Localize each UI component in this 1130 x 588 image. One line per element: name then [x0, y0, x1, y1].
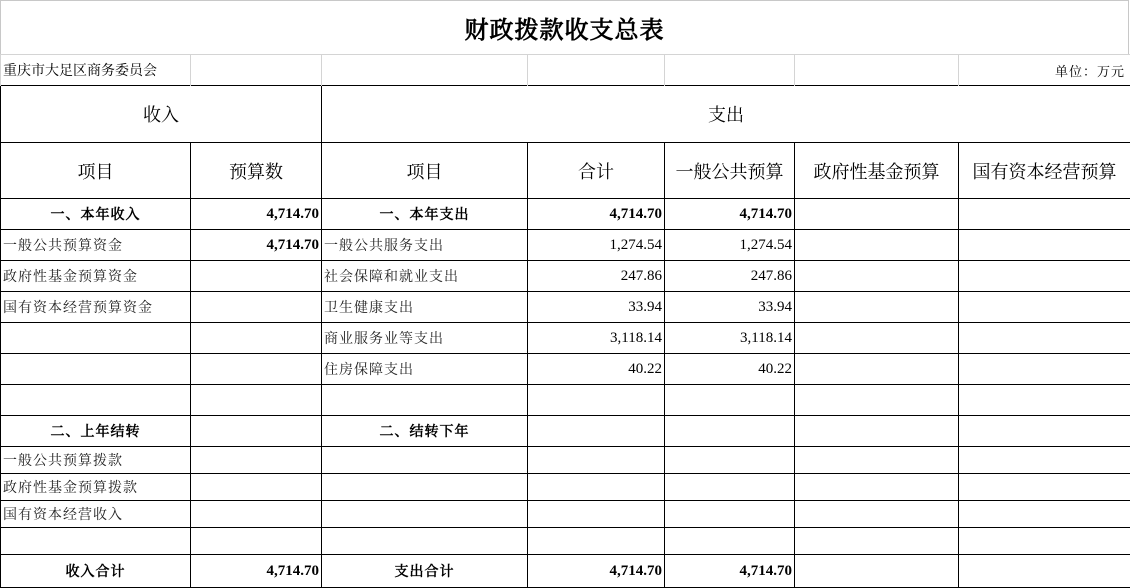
- header-row-1: [1, 86, 1130, 143]
- income-item-cell: 一般公共预算资金: [1, 230, 191, 261]
- income-amount-cell: [191, 474, 322, 501]
- income-amount-cell: 4,714.70: [191, 199, 322, 230]
- income-amount-cell: [191, 501, 322, 528]
- expense-item-cell: 商业服务业等支出: [322, 323, 528, 354]
- fund-budget-cell: [795, 292, 959, 323]
- table-row: [1, 528, 1130, 555]
- expense-item-cell: [322, 501, 528, 528]
- organization-name: 重庆市大足区商务委员会: [1, 55, 191, 86]
- general-budget-cell: [665, 501, 795, 528]
- table-body: [1, 199, 1130, 588]
- income-item-cell: 二、上年结转: [1, 416, 191, 447]
- fund-budget-cell: [795, 474, 959, 501]
- general-budget-cell: [665, 474, 795, 501]
- income-item-cell: 一、本年收入: [1, 199, 191, 230]
- table-row: [1, 292, 1130, 323]
- expense-item-cell: [322, 447, 528, 474]
- table-row: [1, 199, 1130, 230]
- table-row: [1, 230, 1130, 261]
- state-capital-cell: [959, 416, 1130, 447]
- total-header: 合计: [528, 143, 665, 199]
- fund-budget-cell: [795, 555, 959, 588]
- state-capital-cell: [959, 555, 1130, 588]
- expense-item-cell: 一般公共服务支出: [322, 230, 528, 261]
- total-cell: [528, 447, 665, 474]
- expense-item-cell: 社会保障和就业支出: [322, 261, 528, 292]
- fund-budget-cell: [795, 199, 959, 230]
- expense-item-cell: [322, 474, 528, 501]
- expense-item-header: 项目: [322, 143, 528, 199]
- table-row: [1, 385, 1130, 416]
- table-row: [1, 474, 1130, 501]
- table-row: [1, 323, 1130, 354]
- income-amount-cell: [191, 261, 322, 292]
- general-budget-cell: 33.94: [665, 292, 795, 323]
- table-row: [1, 501, 1130, 528]
- general-budget-cell: [665, 528, 795, 555]
- general-budget-cell: 3,118.14: [665, 323, 795, 354]
- state-capital-cell: [959, 230, 1130, 261]
- general-budget-header: 一般公共预算: [665, 143, 795, 199]
- state-capital-cell: [959, 501, 1130, 528]
- general-budget-cell: 247.86: [665, 261, 795, 292]
- state-capital-cell: [959, 354, 1130, 385]
- income-item-cell: [1, 528, 191, 555]
- total-cell: [528, 501, 665, 528]
- fiscal-summary-table: [0, 54, 1130, 588]
- total-cell: 40.22: [528, 354, 665, 385]
- state-capital-cell: [959, 261, 1130, 292]
- total-cell: 33.94: [528, 292, 665, 323]
- expense-item-cell: 住房保障支出: [322, 354, 528, 385]
- fund-budget-cell: [795, 323, 959, 354]
- total-cell: 4,714.70: [528, 555, 665, 588]
- total-cell: 1,274.54: [528, 230, 665, 261]
- state-capital-cell: [959, 528, 1130, 555]
- income-item-cell: 国有资本经营收入: [1, 501, 191, 528]
- total-cell: [528, 416, 665, 447]
- table-row: [1, 261, 1130, 292]
- income-amount-cell: [191, 323, 322, 354]
- state-capital-cell: [959, 385, 1130, 416]
- fund-budget-cell: [795, 416, 959, 447]
- income-amount-cell: 4,714.70: [191, 230, 322, 261]
- income-item-cell: 一般公共预算拨款: [1, 447, 191, 474]
- fund-budget-cell: [795, 501, 959, 528]
- income-amount-cell: [191, 385, 322, 416]
- table-title: [0, 0, 1129, 54]
- table-row: [1, 555, 1130, 588]
- header-row-2: [1, 143, 1130, 199]
- income-item-cell: [1, 323, 191, 354]
- general-budget-cell: 1,274.54: [665, 230, 795, 261]
- expense-item-cell: 卫生健康支出: [322, 292, 528, 323]
- state-capital-cell: [959, 447, 1130, 474]
- fund-budget-cell: [795, 354, 959, 385]
- total-cell: 4,714.70: [528, 199, 665, 230]
- general-budget-cell: [665, 385, 795, 416]
- general-budget-cell: 40.22: [665, 354, 795, 385]
- income-item-cell: [1, 354, 191, 385]
- income-amount-cell: [191, 416, 322, 447]
- total-cell: [528, 474, 665, 501]
- expense-item-cell: [322, 385, 528, 416]
- fund-budget-cell: [795, 261, 959, 292]
- fund-budget-cell: [795, 385, 959, 416]
- total-cell: [528, 385, 665, 416]
- state-capital-cell: [959, 474, 1130, 501]
- fund-budget-header: 政府性基金预算: [795, 143, 959, 199]
- income-item-header: 项目: [1, 143, 191, 199]
- general-budget-cell: 4,714.70: [665, 199, 795, 230]
- state-capital-cell: [959, 323, 1130, 354]
- income-item-cell: 收入合计: [1, 555, 191, 588]
- income-amount-cell: [191, 292, 322, 323]
- total-cell: 3,118.14: [528, 323, 665, 354]
- table-row: [1, 416, 1130, 447]
- general-budget-cell: [665, 447, 795, 474]
- income-amount-cell: 4,714.70: [191, 555, 322, 588]
- total-cell: 247.86: [528, 261, 665, 292]
- income-item-cell: 国有资本经营预算资金: [1, 292, 191, 323]
- expense-header: 支出: [322, 86, 1130, 143]
- state-capital-cell: [959, 292, 1130, 323]
- income-header: 收入: [1, 86, 322, 143]
- income-amount-cell: [191, 447, 322, 474]
- expense-item-cell: 支出合计: [322, 555, 528, 588]
- state-capital-cell: [959, 199, 1130, 230]
- income-item-cell: 政府性基金预算拨款: [1, 474, 191, 501]
- total-cell: [528, 528, 665, 555]
- income-item-cell: 政府性基金预算资金: [1, 261, 191, 292]
- income-amount-cell: [191, 528, 322, 555]
- income-amount-cell: [191, 354, 322, 385]
- unit-label: 单位：万元: [959, 55, 1130, 86]
- fund-budget-cell: [795, 528, 959, 555]
- general-budget-cell: 4,714.70: [665, 555, 795, 588]
- table-title-text: 财政拨款收支总表: [465, 10, 665, 45]
- expense-item-cell: 一、本年支出: [322, 199, 528, 230]
- fund-budget-cell: [795, 447, 959, 474]
- income-item-cell: [1, 385, 191, 416]
- fund-budget-cell: [795, 230, 959, 261]
- state-capital-budget-header: 国有资本经营预算: [959, 143, 1130, 199]
- table-row: [1, 447, 1130, 474]
- meta-row: [1, 55, 1130, 86]
- income-budget-header: 预算数: [191, 143, 322, 199]
- expense-item-cell: [322, 528, 528, 555]
- table-row: [1, 354, 1130, 385]
- general-budget-cell: [665, 416, 795, 447]
- expense-item-cell: 二、结转下年: [322, 416, 528, 447]
